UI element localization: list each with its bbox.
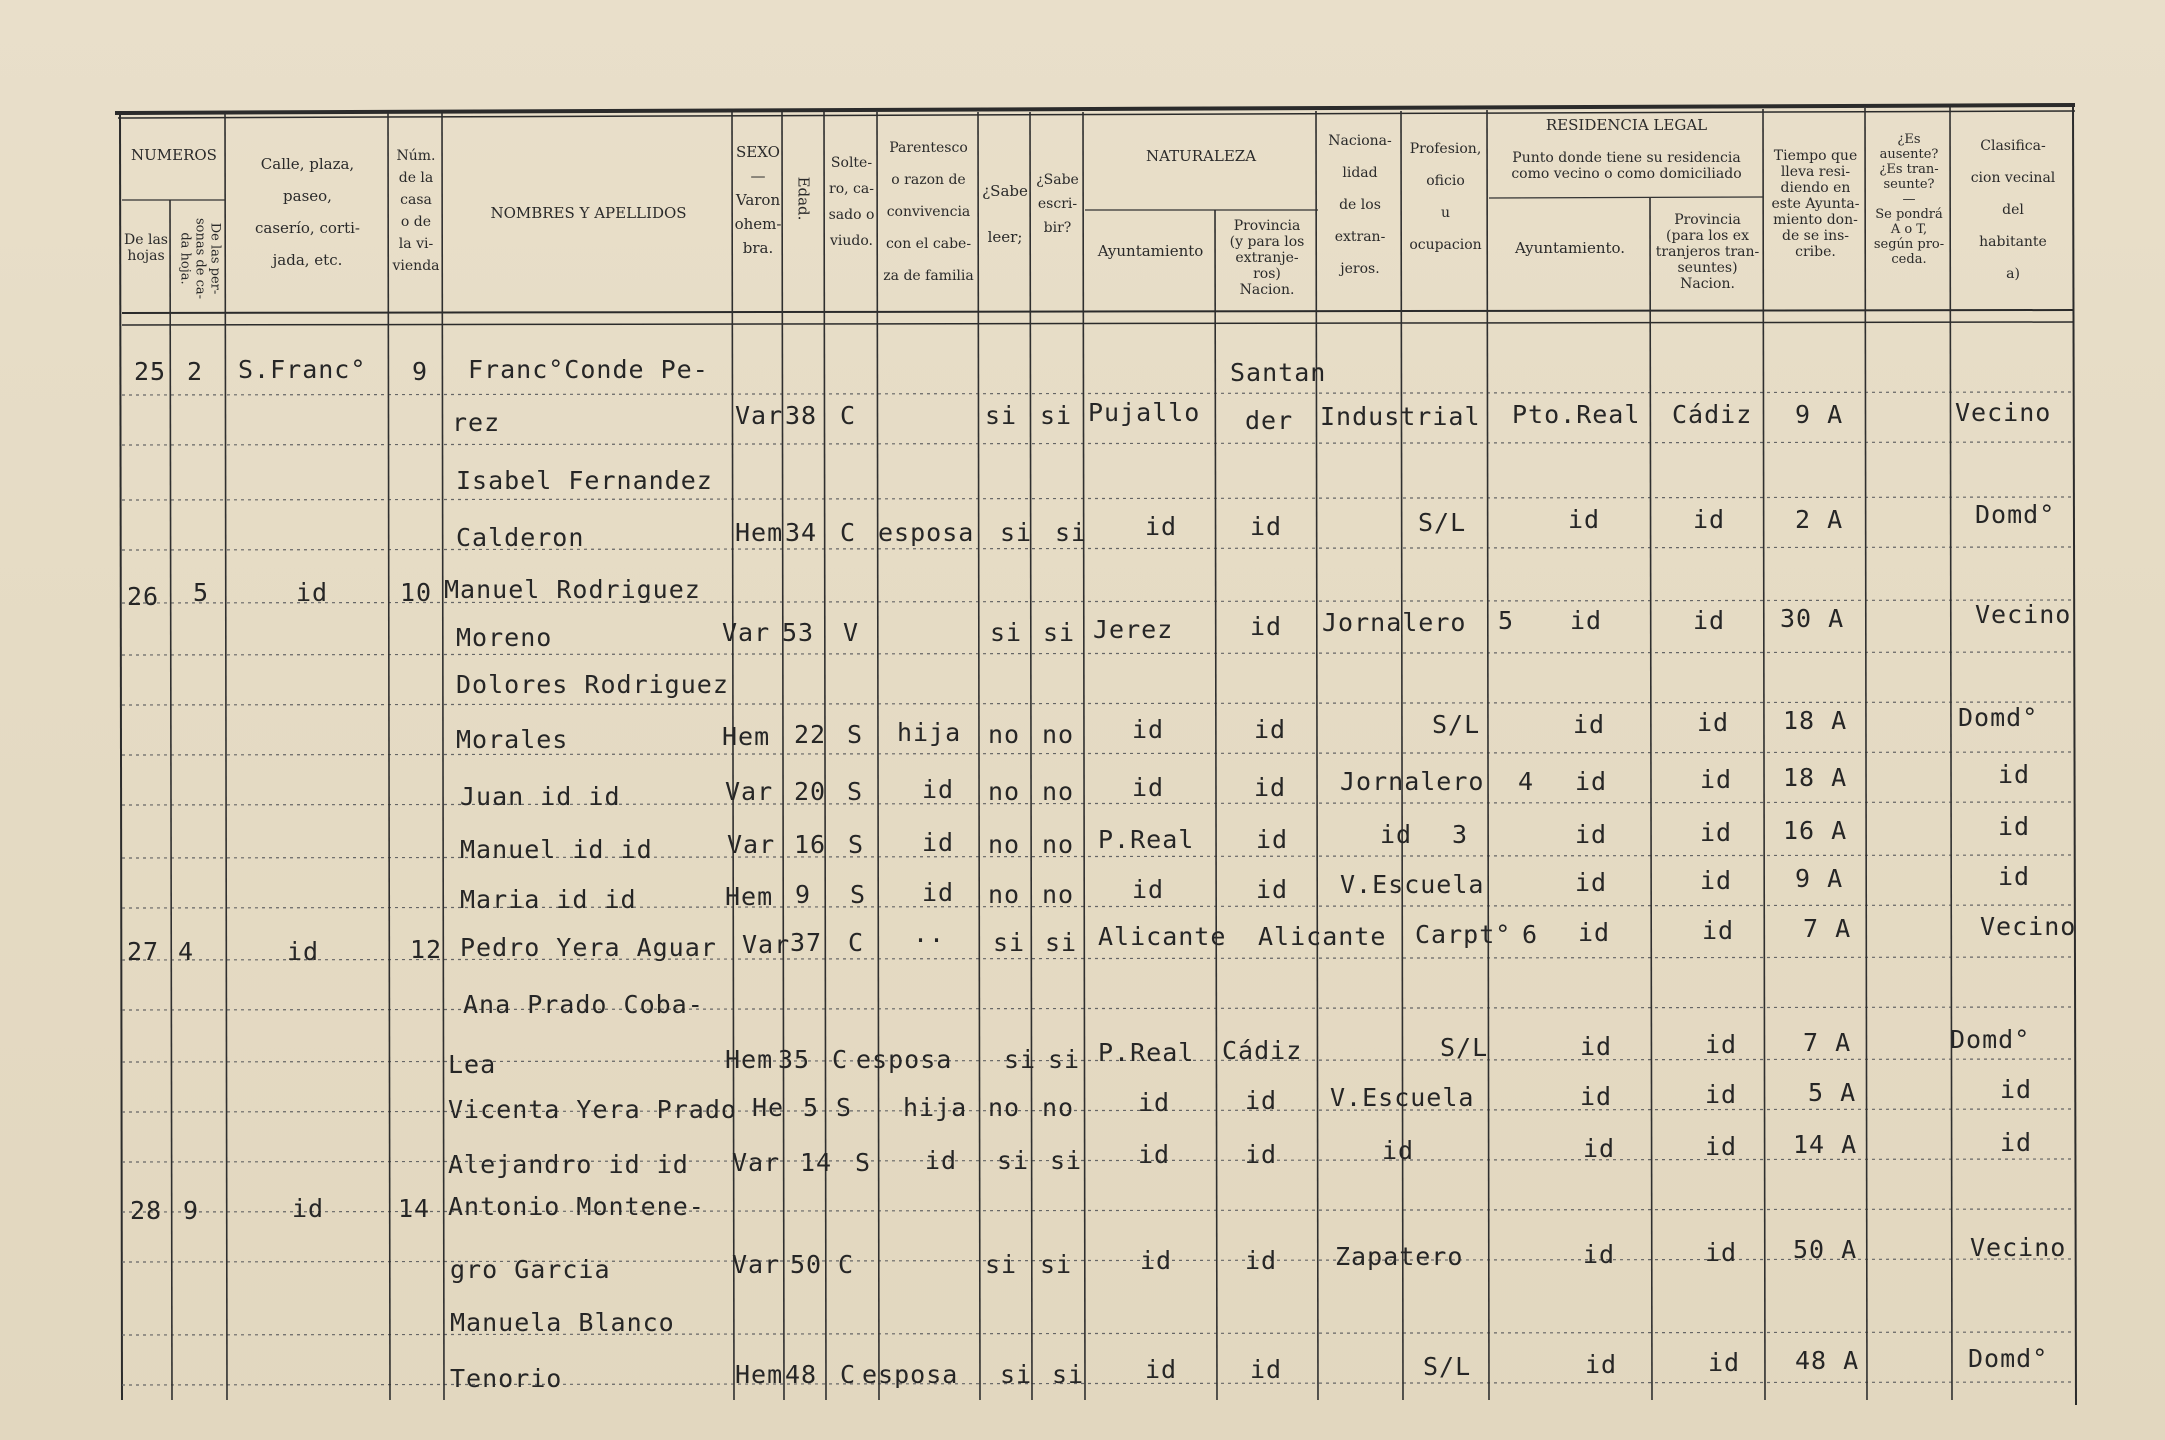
nombre-line: Tenorio — [450, 1364, 563, 1393]
res-ayuntamiento-value: id — [1580, 1082, 1613, 1111]
edad-value: 22 — [794, 720, 827, 749]
nombre-line: Manuel Rodriguez — [444, 575, 701, 604]
header-nat-ayuntamiento: Ayuntamiento — [1097, 242, 1204, 260]
parentesco-value: esposa — [878, 518, 975, 547]
leer-value: no — [988, 777, 1021, 806]
profesion-value: Jornalero — [1340, 767, 1485, 796]
tiempo-value: 7 A — [1803, 1028, 1852, 1057]
escribir-value: no — [1042, 777, 1075, 806]
edad-value: 48 — [785, 1360, 818, 1389]
clasificacion-value: Vecino — [1980, 912, 2077, 941]
nombre-value: Juan id id — [460, 782, 621, 811]
nombre-line: Dolores Rodriguez — [456, 670, 729, 699]
nombre-value: Manuel id id — [460, 835, 653, 864]
edad-value: 5 — [803, 1093, 820, 1122]
sexo-value: Var — [732, 1250, 781, 1279]
calle-value: id — [296, 578, 329, 607]
profesion-value: Industrial — [1320, 402, 1481, 431]
parentesco-value: hija — [903, 1093, 968, 1122]
clasificacion-value: Domd° — [1975, 500, 2056, 529]
sexo-value: He — [752, 1093, 785, 1122]
leer-value: si — [1004, 1045, 1037, 1074]
profesion-number: 5 — [1498, 606, 1515, 635]
leer-value: no — [988, 1093, 1021, 1122]
nombre-line: Calderon — [456, 523, 585, 552]
tiempo-value: 18 A — [1783, 763, 1848, 792]
persona-number: 9 — [183, 1196, 200, 1225]
nombre-value: Pedro Yera Aguar — [460, 933, 717, 962]
leer-value: si — [985, 401, 1018, 430]
header-res-ayuntamiento: Ayuntamiento. — [1514, 239, 1626, 257]
nat-provincia-value: id — [1254, 773, 1287, 802]
estado-value: C — [840, 1360, 857, 1389]
calle-value: S.Franc° — [238, 355, 367, 384]
edad-value: 14 — [800, 1148, 833, 1177]
leer-value: no — [988, 830, 1021, 859]
nat-ayuntamiento-value: id — [1145, 512, 1178, 541]
res-ayuntamiento-value: id — [1575, 868, 1608, 897]
calle-value: id — [287, 937, 320, 966]
res-provincia-value: Cádiz — [1672, 400, 1753, 429]
leer-value: si — [1000, 1360, 1033, 1389]
res-ayuntamiento-value: id — [1583, 1240, 1616, 1269]
sexo-value: Var — [732, 1148, 781, 1177]
res-provincia-value: id — [1697, 708, 1730, 737]
sexo-value: Hem — [725, 882, 774, 911]
escribir-value: si — [1048, 1045, 1081, 1074]
escribir-value: si — [1050, 1146, 1083, 1175]
nat-provincia-line: der — [1245, 406, 1294, 435]
estado-value: S — [847, 777, 864, 806]
header-edad: Edad. — [794, 176, 813, 221]
header-soltero: Solte- ro, ca- sado o viudo. — [828, 155, 875, 249]
estado-value: V — [843, 618, 860, 647]
nombre-line: rez — [452, 408, 501, 437]
nat-ayuntamiento-value: id — [1140, 1246, 1173, 1275]
nat-ayuntamiento-value: P.Real — [1098, 825, 1195, 854]
estado-value: C — [848, 928, 865, 957]
parentesco-value: esposa — [856, 1045, 953, 1074]
nombre-line: Antonio Montene- — [448, 1192, 705, 1221]
profesion-value: S/L — [1432, 710, 1481, 739]
edad-value: 35 — [778, 1045, 811, 1074]
escribir-value: si — [1040, 401, 1073, 430]
estado-value: C — [840, 518, 857, 547]
nat-ayuntamiento-value: id — [1138, 1140, 1171, 1169]
nat-provincia-value: id — [1245, 1246, 1278, 1275]
leer-value: no — [988, 720, 1021, 749]
nombre-line: Isabel Fernandez — [456, 466, 713, 495]
leer-value: no — [988, 880, 1021, 909]
res-provincia-value: id — [1708, 1348, 1741, 1377]
nat-provincia-value: id — [1245, 1086, 1278, 1115]
nat-provincia-line: Santan — [1230, 358, 1327, 387]
parentesco-value: id — [922, 775, 955, 804]
sexo-value: Var — [725, 777, 774, 806]
nat-ayuntamiento-value: id — [1132, 773, 1165, 802]
sexo-value: Var — [735, 401, 784, 430]
nat-ayuntamiento-value: Jerez — [1093, 615, 1174, 644]
nombre-line: gro Garcia — [450, 1255, 611, 1284]
persona-number: 4 — [178, 937, 195, 966]
edad-value: 9 — [795, 880, 812, 909]
res-provincia-value: id — [1693, 505, 1726, 534]
header-residencia: RESIDENCIA LEGAL — [1545, 116, 1708, 134]
parentesco-value: id — [922, 878, 955, 907]
estado-value: S — [855, 1148, 872, 1177]
nombre-line: Manuela Blanco — [450, 1308, 675, 1337]
nat-provincia-value: id — [1250, 612, 1283, 641]
res-provincia-value: id — [1705, 1238, 1738, 1267]
tiempo-value: 48 A — [1795, 1346, 1860, 1375]
escribir-value: no — [1042, 830, 1075, 859]
profesion-value: S/L — [1440, 1033, 1489, 1062]
parentesco-value: ·· — [913, 926, 946, 955]
tiempo-value: 5 A — [1808, 1078, 1857, 1107]
tiempo-value: 16 A — [1783, 816, 1848, 845]
leer-value: si — [985, 1250, 1018, 1279]
edad-value: 38 — [785, 401, 818, 430]
persona-number: 5 — [193, 578, 210, 607]
header-parentesco: Parentesco o razon de convivencia con el cabe- za de familia — [883, 140, 974, 284]
hoja-number: 25 — [134, 357, 167, 386]
sexo-value: Hem — [725, 1045, 774, 1074]
nombre-line: Lea — [448, 1050, 497, 1079]
hoja-number: 27 — [127, 937, 160, 966]
header-ausente: ¿Es ausente? ¿Es tran- seunte? — Se pondrá A o T, según pro- ceda. — [1873, 132, 1945, 267]
estado-value: C — [832, 1045, 849, 1074]
clasificacion-value: id — [2000, 1075, 2033, 1104]
escribir-value: si — [1052, 1360, 1085, 1389]
nombre-line: Ana Prado Coba- — [463, 990, 704, 1019]
clasificacion-value: Vecino — [1970, 1233, 2067, 1262]
nat-ayuntamiento-value: P.Real — [1098, 1038, 1195, 1067]
profesion-value: Jornalero — [1322, 608, 1467, 637]
nat-provincia-value: id — [1245, 1140, 1278, 1169]
tiempo-value: 7 A — [1803, 914, 1852, 943]
res-provincia-value: id — [1700, 818, 1733, 847]
header-nombres: NOMBRES Y APELLIDOS — [490, 204, 687, 222]
escribir-value: no — [1042, 880, 1075, 909]
persona-number: 2 — [187, 357, 204, 386]
profesion-value: id — [1380, 820, 1413, 849]
header-sexo: SEXO — Varon ohem- bra. — [734, 143, 782, 257]
header-numeros: NUMEROS — [131, 146, 217, 164]
edad-value: 50 — [790, 1250, 823, 1279]
profesion-value: Zapatero — [1335, 1242, 1464, 1271]
res-ayuntamiento-value: Pto.Real — [1512, 400, 1641, 429]
parentesco-value: id — [925, 1146, 958, 1175]
clasificacion-value: Domd° — [1968, 1344, 2049, 1373]
escribir-value: si — [1045, 928, 1078, 957]
estado-value: C — [838, 1250, 855, 1279]
clasificacion-value: Vecino — [1975, 600, 2072, 629]
casa-number: 14 — [398, 1194, 431, 1223]
sexo-value: Hem — [735, 1360, 784, 1389]
hoja-number: 26 — [127, 582, 160, 611]
profesion-value: id — [1382, 1136, 1415, 1165]
parentesco-value: esposa — [862, 1360, 959, 1389]
estado-value: S — [848, 830, 865, 859]
calle-value: id — [292, 1194, 325, 1223]
escribir-value: si — [1043, 618, 1076, 647]
nombre-line: Franc°Conde Pe- — [468, 355, 709, 384]
nat-ayuntamiento-value: id — [1132, 715, 1165, 744]
edad-value: 20 — [794, 777, 827, 806]
nombre-value: Vicenta Yera Prado — [448, 1095, 737, 1124]
profesion-number: 6 — [1522, 920, 1539, 949]
tiempo-value: 9 A — [1795, 864, 1844, 893]
sexo-value: Var — [742, 930, 791, 959]
res-ayuntamiento-value: id — [1585, 1350, 1618, 1379]
casa-number: 12 — [410, 935, 443, 964]
clasificacion-value: id — [1998, 760, 2031, 789]
tiempo-value: 18 A — [1783, 706, 1848, 735]
escribir-value: no — [1042, 1093, 1075, 1122]
nat-ayuntamiento-value: id — [1138, 1088, 1171, 1117]
nat-provincia-value: id — [1256, 825, 1289, 854]
res-provincia-value: id — [1693, 606, 1726, 635]
profesion-value: Carpt° — [1415, 920, 1512, 949]
clasificacion-value: id — [1998, 862, 2031, 891]
escribir-value: si — [1040, 1250, 1073, 1279]
header-de-las-personas: De las per- sonas de ca- da hoja. — [177, 218, 223, 299]
nat-ayuntamiento-value: id — [1132, 875, 1165, 904]
tiempo-value: 9 A — [1795, 400, 1844, 429]
res-ayuntamiento-value: id — [1578, 918, 1611, 947]
res-ayuntamiento-value: id — [1570, 606, 1603, 635]
profesion-number: 4 — [1518, 767, 1535, 796]
edad-value: 34 — [785, 518, 818, 547]
escribir-value: si — [1055, 518, 1088, 547]
header-res-provincia: Provincia (para los ex tranjeros tran- seuntes) Nacion. — [1655, 212, 1760, 292]
edad-value: 53 — [782, 618, 815, 647]
nat-provincia-value: id — [1250, 512, 1283, 541]
casa-number: 10 — [400, 578, 433, 607]
sexo-value: Var — [727, 830, 776, 859]
casa-number: 9 — [412, 357, 429, 386]
leer-value: si — [990, 618, 1023, 647]
res-provincia-value: id — [1700, 866, 1733, 895]
nombre-line: Moreno — [456, 623, 553, 652]
clasificacion-value: id — [1998, 812, 2031, 841]
tiempo-value: 14 A — [1793, 1130, 1858, 1159]
nat-provincia-value: id — [1256, 875, 1289, 904]
estado-value: S — [847, 720, 864, 749]
nat-ayuntamiento-value: id — [1145, 1355, 1178, 1384]
header-profesion: Profesion, oficio u ocupacion — [1409, 141, 1482, 253]
header-clasificacion: Clasifica- cion vecinal del habitante a) — [1970, 138, 2056, 282]
res-ayuntamiento-value: id — [1573, 710, 1606, 739]
header-de-las-hojas: De las hojas — [124, 232, 168, 264]
tiempo-value: 50 A — [1793, 1235, 1858, 1264]
header-naturaleza: NATURALEZA — [1145, 147, 1257, 165]
sexo-value: Hem — [722, 722, 771, 751]
tiempo-value: 2 A — [1795, 505, 1844, 534]
leer-value: si — [1000, 518, 1033, 547]
nat-provincia-value: Cádiz — [1222, 1036, 1303, 1065]
res-provincia-value: id — [1705, 1030, 1738, 1059]
profesion-value: S/L — [1418, 508, 1467, 537]
nat-provincia-value: Alicante — [1258, 922, 1387, 951]
header-tiempo: Tiempo que lleva resi- diendo en este Ayunta- miento don- de se ins- cribe. — [1771, 148, 1860, 260]
header-residencia-sub: Punto donde tiene su residencia como vecino o como domiciliado — [1511, 150, 1742, 182]
nat-provincia-value: id — [1250, 1355, 1283, 1384]
res-provincia-value: id — [1702, 916, 1735, 945]
estado-value: S — [836, 1093, 853, 1122]
nombre-value: Maria id id — [460, 885, 637, 914]
res-ayuntamiento-value: id — [1568, 505, 1601, 534]
res-ayuntamiento-value: id — [1580, 1032, 1613, 1061]
leer-value: si — [993, 928, 1026, 957]
header-calle: Calle, plaza, paseo, caserío, corti- jada, etc. — [255, 155, 360, 269]
res-provincia-value: id — [1705, 1080, 1738, 1109]
res-provincia-value: id — [1700, 765, 1733, 794]
parentesco-value: hija — [897, 718, 962, 747]
profesion-value: V.Escuela — [1330, 1083, 1475, 1112]
nombre-value: Alejandro id id — [448, 1150, 689, 1179]
parentesco-value: id — [922, 828, 955, 857]
res-ayuntamiento-value: id — [1575, 767, 1608, 796]
clasificacion-value: Vecino — [1955, 398, 2052, 427]
nat-ayuntamiento-value: Alicante — [1098, 922, 1227, 951]
header-sabe-escribir: ¿Sabe escri- bir? — [1036, 172, 1079, 236]
header-num-casa: Núm. de la casa o de la vi- vienda — [392, 148, 440, 274]
edad-value: 37 — [790, 928, 823, 957]
estado-value: C — [840, 401, 857, 430]
edad-value: 16 — [794, 830, 827, 859]
hoja-number: 28 — [130, 1196, 163, 1225]
estado-value: S — [850, 880, 867, 909]
clasificacion-value: Domd° — [1950, 1025, 2031, 1054]
nat-ayuntamiento-value: Pujallo — [1088, 398, 1201, 427]
header-nacionalidad: Naciona- lidad de los extran- jeros. — [1328, 133, 1392, 277]
nat-provincia-value: id — [1254, 715, 1287, 744]
profesion-number: 3 — [1452, 820, 1469, 849]
sexo-value: Var — [722, 618, 771, 647]
clasificacion-value: id — [2000, 1128, 2033, 1157]
clasificacion-value: Domd° — [1958, 703, 2039, 732]
nombre-line: Morales — [456, 725, 569, 754]
profesion-value: S/L — [1423, 1352, 1472, 1381]
header-sabe-leer: ¿Sabe leer; — [982, 182, 1028, 246]
escribir-value: no — [1042, 720, 1075, 749]
res-ayuntamiento-value: id — [1575, 820, 1608, 849]
header-nat-provincia: Provincia (y para los extranje- ros) Nacion. — [1229, 218, 1305, 298]
profesion-value: V.Escuela — [1340, 870, 1485, 899]
res-ayuntamiento-value: id — [1583, 1134, 1616, 1163]
leer-value: si — [997, 1146, 1030, 1175]
res-provincia-value: id — [1705, 1132, 1738, 1161]
tiempo-value: 30 A — [1780, 604, 1845, 633]
sexo-value: Hem — [735, 518, 784, 547]
